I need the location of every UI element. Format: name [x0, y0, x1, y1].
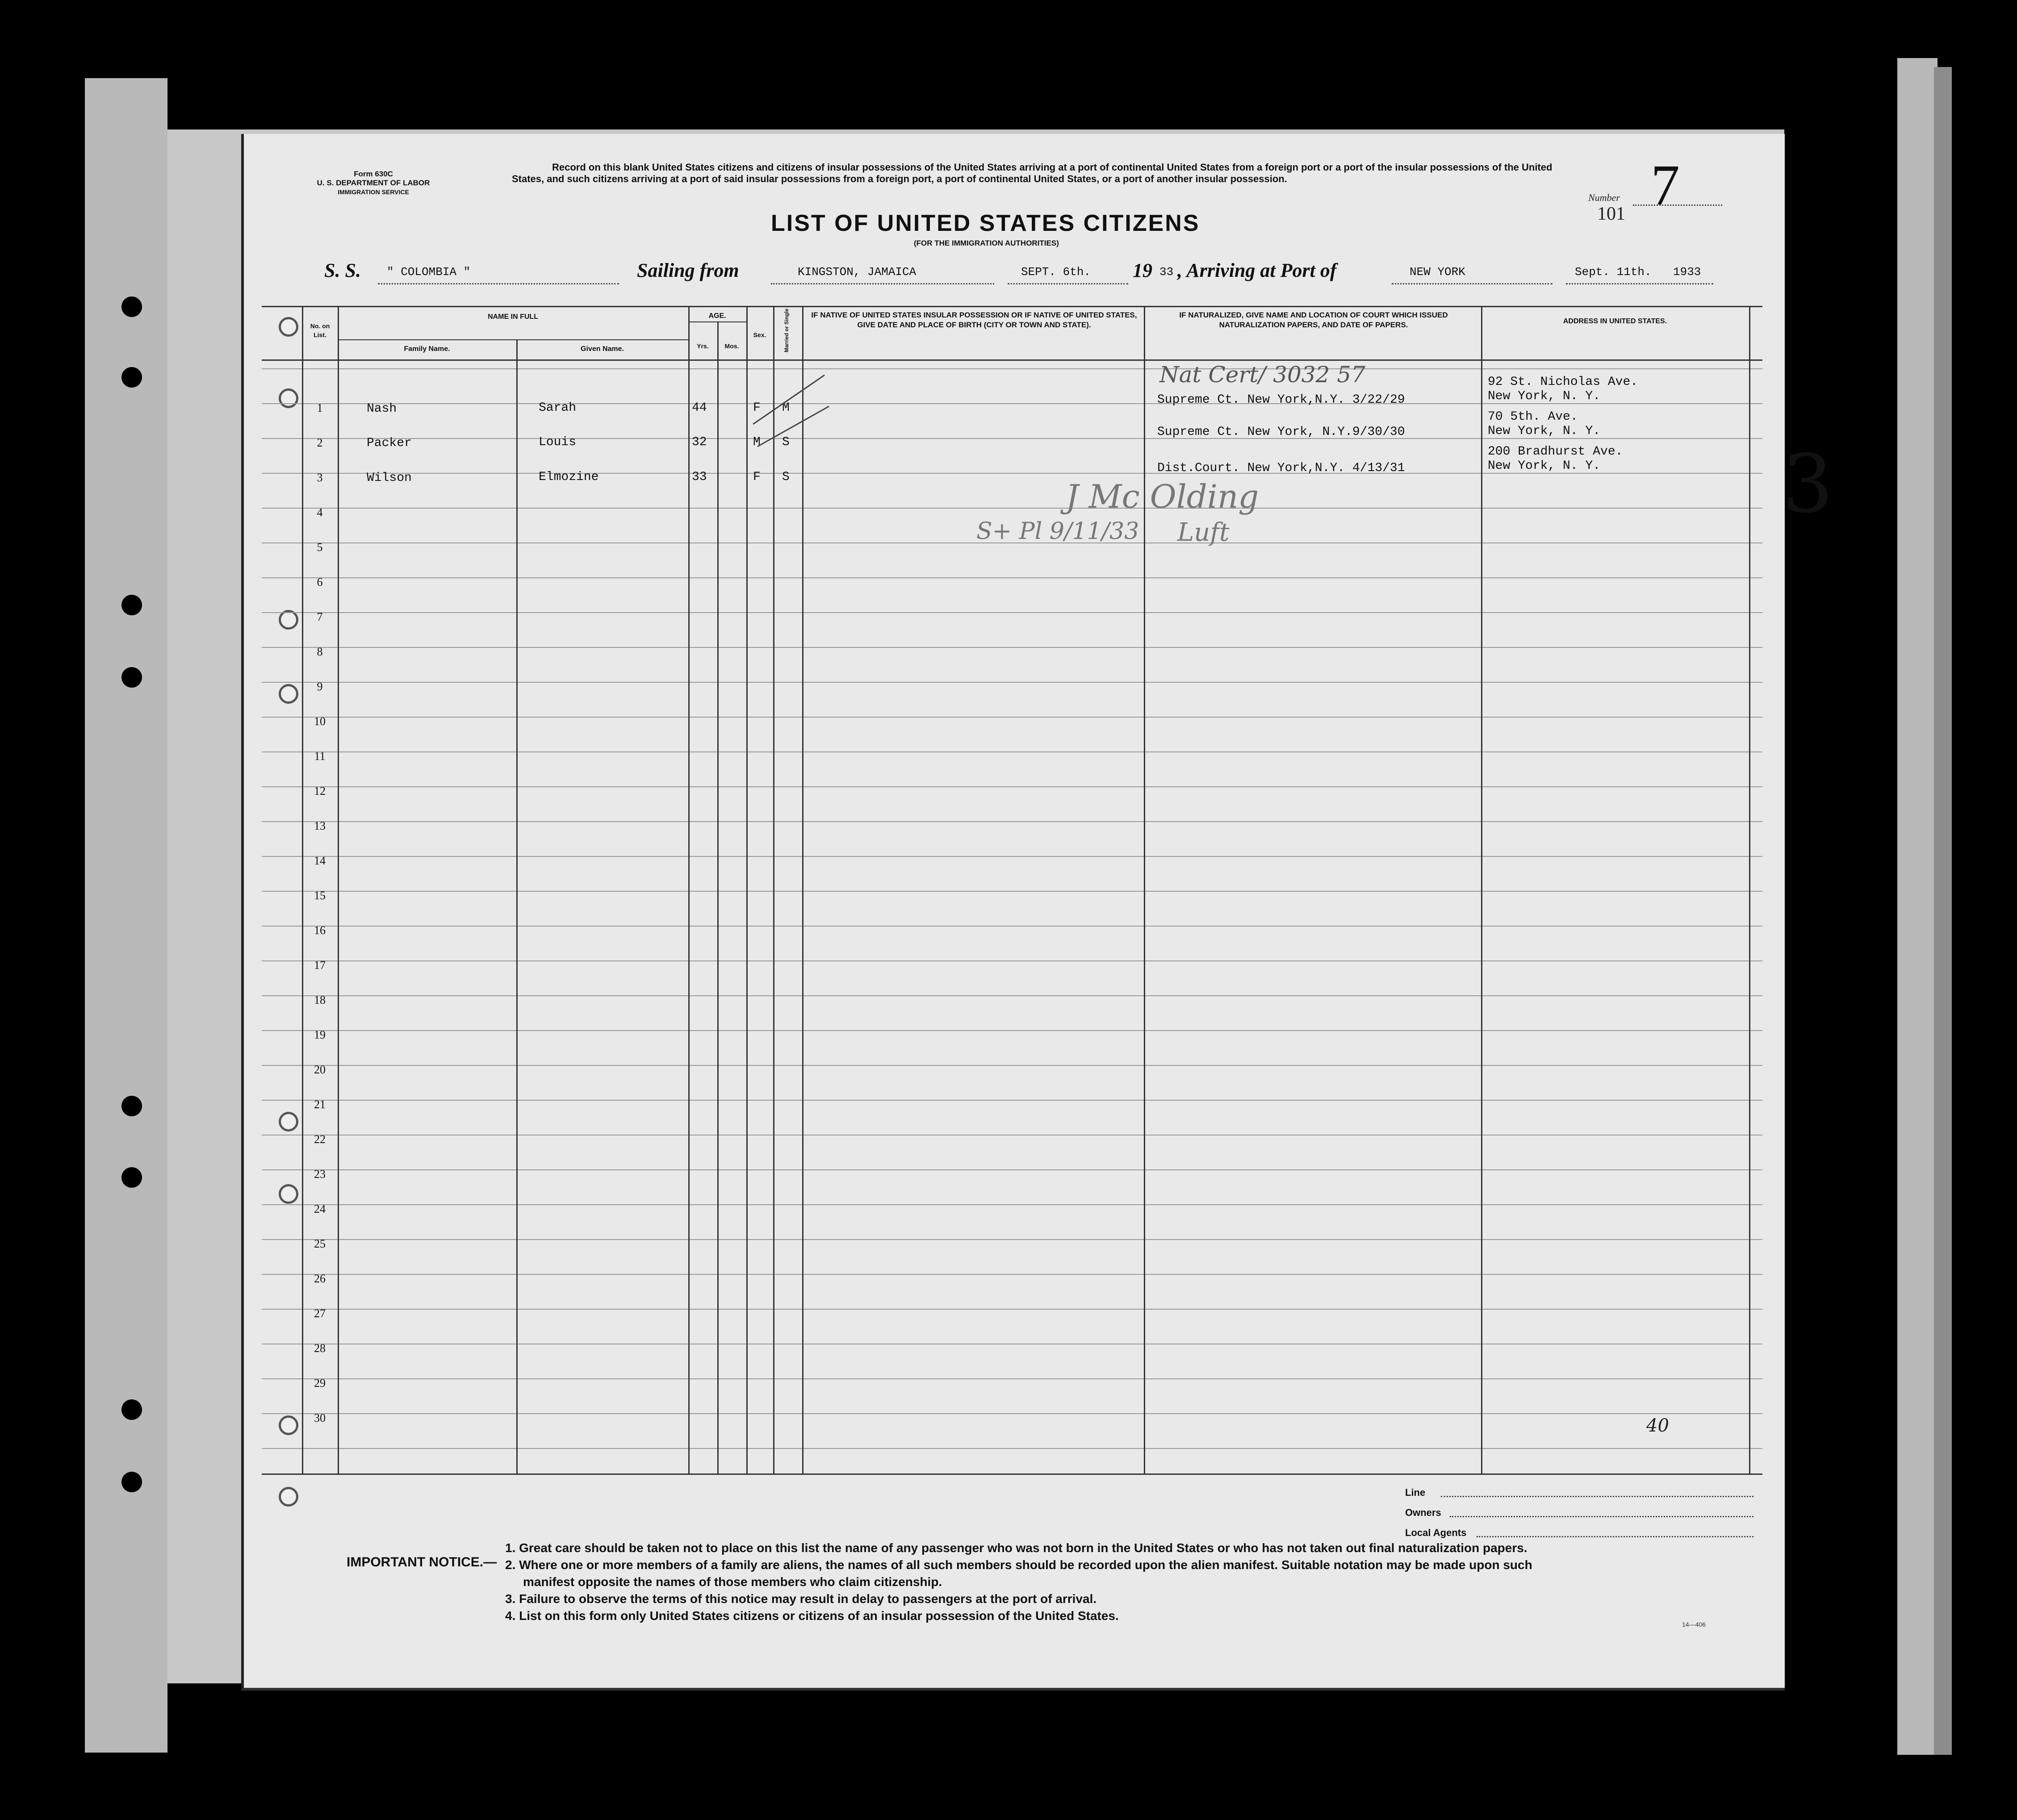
- col-family-name: Family Name.: [404, 345, 450, 353]
- binding-hole: [121, 1167, 142, 1188]
- row-number: 6: [317, 576, 323, 589]
- row-number: 20: [314, 1063, 326, 1076]
- binding-hole: [121, 1472, 142, 1492]
- department-name: U. S. DEPARTMENT OF LABOR: [317, 179, 430, 187]
- binding-hole: [121, 367, 142, 388]
- sail-year: 33: [1159, 265, 1174, 279]
- left-binding-strip: [85, 78, 167, 1753]
- binding-hole: [121, 1399, 142, 1420]
- notice-item: 3. Failure to observe the terms of this notice may result in delay to passengers at the port of arrival.: [505, 1592, 1097, 1606]
- form-subtitle: (FOR THE IMMIGRATION AUTHORITIES): [914, 239, 1059, 247]
- service-name: IMMIGRATION SERVICE: [338, 188, 409, 196]
- col-name-in-full: NAME IN FULL: [488, 313, 538, 321]
- family-name: Wilson: [367, 471, 412, 485]
- row-number: 21: [314, 1098, 326, 1111]
- naturalization-court: Supreme Ct. New York, N.Y.9/30/30: [1157, 425, 1405, 439]
- col-no-on-list: No. on List.: [310, 322, 330, 338]
- important-notice-list: [505, 1540, 1751, 1624]
- sailing-from-label: Sailing from: [637, 259, 739, 281]
- family-name: Nash: [367, 402, 397, 416]
- row-number: 17: [314, 959, 326, 972]
- notice-item: 2. Where one or more members of a family are aliens, the names of all such members should be recorded upon the alien manifest. Suitable notation may be made upon such: [505, 1558, 1532, 1572]
- ship-name: " COLOMBIA ": [387, 265, 471, 279]
- binding-hole: [121, 296, 142, 317]
- row-number: 12: [314, 785, 326, 797]
- owners-label: Owners: [1405, 1507, 1441, 1518]
- margin-number: 3: [1782, 438, 1833, 531]
- given-name: Elmozine: [539, 470, 599, 484]
- given-name: Sarah: [539, 401, 577, 415]
- year-prefix: 19: [1133, 259, 1152, 281]
- binding-hole: [121, 667, 142, 688]
- right-binding-strip: [1897, 58, 1937, 1755]
- row-number: 30: [314, 1411, 326, 1424]
- row-number: 28: [314, 1342, 326, 1355]
- department-header: [293, 170, 454, 196]
- local-agents-label: Local Agents: [1405, 1527, 1467, 1538]
- inspector-signature: J Mc Olding: [1066, 478, 1259, 515]
- address-line-2: New York, N. Y.: [1488, 459, 1601, 473]
- row-number: 7: [317, 610, 323, 623]
- address-line-2: New York, N. Y.: [1488, 389, 1601, 403]
- row-number: 2: [317, 436, 323, 449]
- page-count-note: 40: [1646, 1415, 1669, 1436]
- col-insular: IF NATIVE OF UNITED STATES INSULAR POSSESSION OR IF NATIVE OF UNITED STATES, GIVE DATE AND PLACE OF BIRTH (CITY OR TOWN AND STATE).: [811, 311, 1137, 329]
- number-label: Number: [1588, 192, 1620, 203]
- sheet-punch: [279, 1415, 298, 1435]
- row-number: 4: [317, 506, 323, 519]
- address-line-1: 70 5th. Ave.: [1488, 410, 1578, 424]
- age-years: 33: [692, 470, 707, 484]
- inspection-date-note: S+ Pl 9/11/33: [976, 518, 1139, 545]
- col-married-single: Married or Single: [783, 308, 790, 353]
- sex: F: [753, 470, 761, 484]
- row-number: 3: [317, 471, 323, 484]
- row-number: 16: [314, 924, 326, 937]
- col-given-name: Given Name.: [581, 345, 624, 353]
- col-naturalized: IF NATURALIZED, GIVE NAME AND LOCATION OF COURT WHICH ISSUED NATURALIZATION PAPERS, AND DATE OF PAPERS.: [1179, 311, 1448, 329]
- line-label: Line: [1405, 1487, 1426, 1498]
- arrival-port: NEW YORK: [1410, 265, 1465, 279]
- row-number: 23: [314, 1168, 326, 1181]
- row-number: 18: [314, 993, 326, 1006]
- arrival-year: 1933: [1673, 265, 1701, 279]
- given-name: Louis: [539, 435, 577, 449]
- form-number: Form 630C: [354, 170, 393, 178]
- notice-item: manifest opposite the names of those members who claim citizenship.: [523, 1575, 942, 1589]
- printer-code: 14—406: [1682, 1621, 1706, 1628]
- address-line-1: 92 St. Nicholas Ave.: [1488, 375, 1638, 389]
- row-number: 29: [314, 1377, 326, 1390]
- notice-item: 1. Great care should be taken not to place on this list the name of any passenger who was not born in the United States or who has not taken out final naturalization papers.: [505, 1541, 1527, 1555]
- voyage-line: [324, 259, 1753, 290]
- check-marks: [744, 366, 833, 464]
- record-instructions: Record on this blank United States citizens and citizens of insular possessions of the United States arriving at a port of continental United States from a foreign port or a port of the insular possessions of the United States, and such citizens arriving at a port of said insular possessions from a foreign port, a port of continental United States, or a port of another insular possession.: [512, 162, 1553, 184]
- age-years: 44: [692, 401, 707, 415]
- sheet-punch: [279, 1184, 298, 1204]
- row-number: 9: [317, 680, 323, 693]
- notice-item: 4. List on this form only United States citizens or citizens of an insular possession of the United States.: [505, 1609, 1119, 1623]
- inspector-initials: Luft: [1177, 518, 1230, 547]
- row-number: 22: [314, 1133, 326, 1146]
- sheet-punch: [279, 684, 298, 704]
- row-number: 10: [314, 715, 326, 728]
- row-number: 15: [314, 889, 326, 902]
- address-line-1: 200 Bradhurst Ave.: [1488, 445, 1623, 459]
- arriving-label: , Arriving at Port of: [1177, 259, 1337, 281]
- from-port: KINGSTON, JAMAICA: [798, 265, 916, 279]
- marital-status: S: [782, 470, 790, 484]
- row-number: 27: [314, 1307, 326, 1320]
- binding-hole: [121, 595, 142, 615]
- family-name: Packer: [367, 436, 412, 450]
- col-address: ADDRESS IN UNITED STATES.: [1563, 317, 1667, 325]
- row-number: 1: [317, 401, 323, 414]
- sheet-punch: [279, 1112, 298, 1131]
- form-sheet: [241, 134, 1785, 1691]
- col-age: AGE.: [708, 312, 726, 320]
- row-number: 11: [314, 750, 326, 763]
- ss-label: S. S.: [324, 259, 361, 281]
- naturalization-court: Dist.Court. New York,N.Y. 4/13/31: [1157, 461, 1405, 475]
- header-bottom-border: [262, 359, 1762, 361]
- age-years: 32: [692, 435, 707, 449]
- col-mos: Mos.: [724, 342, 739, 350]
- number-value: 7: [1651, 153, 1680, 217]
- marital-status: S: [782, 435, 790, 449]
- naturalization-cert-note: Nat Cert/ 3032 57: [1159, 362, 1365, 388]
- row-number: 26: [314, 1272, 326, 1285]
- naturalization-court: Supreme Ct. New York,N.Y. 3/22/29: [1157, 393, 1405, 407]
- sex: M: [753, 435, 761, 449]
- sheet-punch: [279, 1487, 298, 1507]
- row-number: 19: [314, 1028, 326, 1041]
- row-number: 5: [317, 541, 323, 554]
- right-binding-strip-inner: [1934, 67, 1952, 1755]
- table-bottom-border: [262, 1474, 1762, 1475]
- sail-date: SEPT. 6th.: [1021, 265, 1091, 279]
- sheet-punch: [279, 388, 298, 408]
- row-number: 13: [314, 819, 326, 832]
- row-number: 8: [317, 645, 323, 658]
- col-yrs: Yrs.: [697, 342, 709, 350]
- important-notice-label: IMPORTANT NOTICE.—: [347, 1555, 497, 1570]
- address-line-2: New York, N. Y.: [1488, 424, 1601, 438]
- arrival-date: Sept. 11th.: [1575, 265, 1652, 279]
- form-title: LIST OF UNITED STATES CITIZENS: [771, 210, 1200, 236]
- row-number: 24: [314, 1202, 326, 1215]
- binding-hole: [121, 1096, 142, 1116]
- sheet-punch: [279, 317, 298, 337]
- page-stamp: 101: [1597, 204, 1625, 224]
- table-top-border: [262, 306, 1762, 307]
- row-number: 14: [314, 854, 326, 867]
- col-sex: Sex.: [753, 331, 766, 338]
- sex: F: [753, 401, 761, 415]
- row-number: 25: [314, 1237, 326, 1250]
- marital-status: M: [782, 401, 790, 415]
